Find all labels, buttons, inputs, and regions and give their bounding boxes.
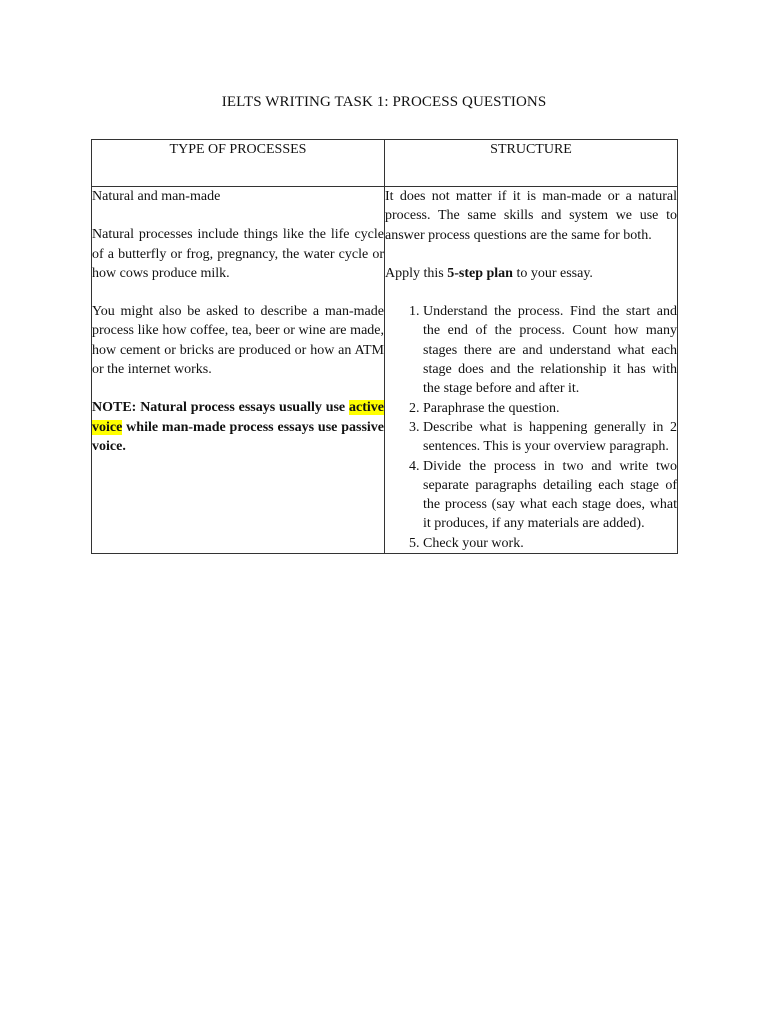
man-made-processes-text: You might also be asked to describe a man-made process like how coffee, tea, beer or wine are made, how cement or bricks are produced or how an ATM or the internet works. bbox=[92, 304, 384, 378]
right-intro: It does not matter if it is man-made or a natural process. The same skills and system we use to answer process questions are the same for both. bbox=[385, 189, 677, 243]
note-text bbox=[92, 398, 384, 456]
apply-prefix: Apply this bbox=[385, 265, 448, 281]
page-title: IELTS WRITING TASK 1: PROCESS QUESTIONS bbox=[221, 94, 547, 110]
steps-list bbox=[385, 302, 677, 553]
natural-processes-text: Natural processes include things like the life cycle of a butterfly or frog, pregnancy, the water cycle or how cows produce milk. bbox=[92, 227, 384, 281]
list-item: 3. Describe what is happening generally in 2 sentences. This is your overview paragraph. bbox=[423, 418, 677, 457]
list-item: 4. Divide the process in two and write two separate paragraphs detailing each stage of the process (say what each stage does, what it produces, if any materials are added). bbox=[423, 457, 677, 534]
left-intro: Natural and man-made bbox=[92, 189, 221, 204]
structure-cell bbox=[385, 187, 678, 554]
apply-suffix: to your essay. bbox=[512, 265, 593, 281]
list-item: 2. Paraphrase the question. bbox=[423, 399, 677, 418]
type-of-processes-cell bbox=[92, 187, 385, 554]
table-body-row bbox=[92, 187, 678, 554]
process-table bbox=[91, 139, 678, 554]
table-header-row bbox=[92, 140, 678, 187]
list-item: 5. Check your work. bbox=[423, 534, 677, 553]
note-suffix: while man-made process essays use passive voice. bbox=[92, 419, 384, 454]
apply-plan-text bbox=[385, 264, 677, 283]
column-header-structure: STRUCTURE bbox=[385, 140, 678, 187]
five-step-plan-label: 5-step plan bbox=[447, 265, 513, 281]
list-item: 1. Understand the process. Find the start and the end of the process. Count how many stages there are and understand what each stage does and the relationship it has with the stage before and after it. bbox=[423, 302, 677, 398]
note-prefix: NOTE: Natural process essays usually use bbox=[92, 400, 350, 416]
column-header-type: TYPE OF PROCESSES bbox=[92, 140, 385, 187]
highlighted-active-voice: active voice bbox=[92, 400, 384, 435]
